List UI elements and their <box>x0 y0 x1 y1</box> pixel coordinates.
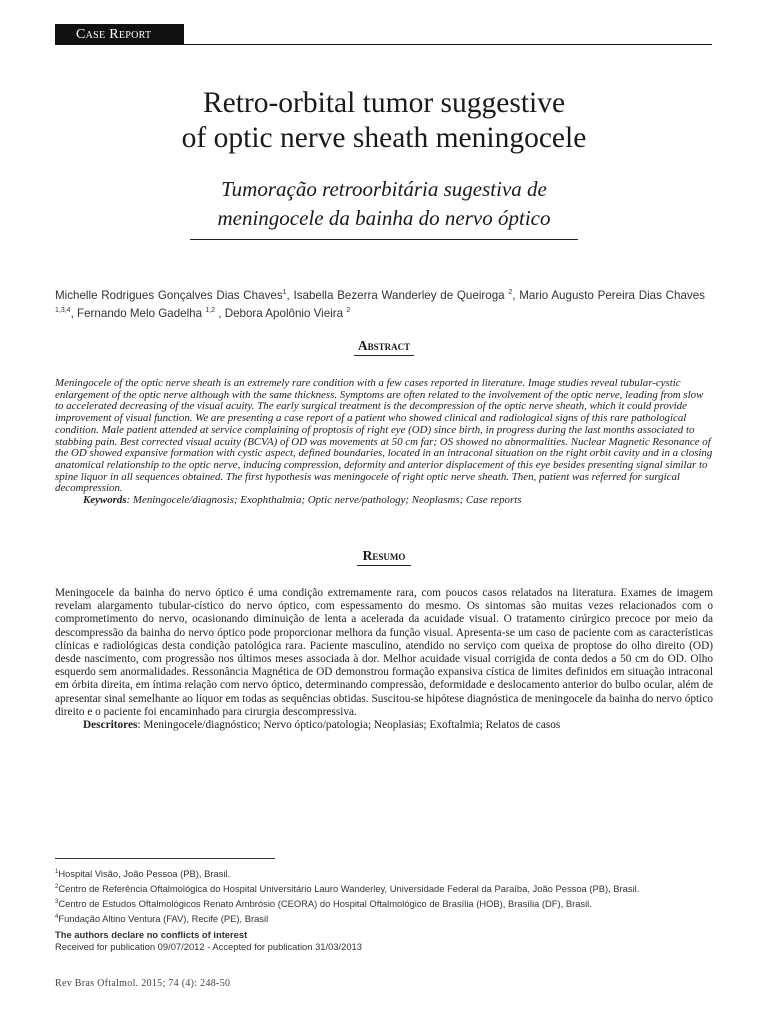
author-list <box>55 285 705 322</box>
received-dates: Received for publication 09/07/2012 - Accepted for publication 31/03/2013 <box>55 941 362 953</box>
author-affiliation: 2 <box>346 307 351 315</box>
author-separator: , <box>215 307 225 321</box>
author-name: Mario Augusto Pereira Dias Chaves <box>519 288 705 302</box>
resumo-heading-rule <box>357 565 411 566</box>
footnote-text: Centro de Referência Oftalmológica do Hospital Universitário Lauro Wanderley, Universidade Federal da Paraíba, João Pessoa (PB), Brasil. <box>58 883 640 895</box>
abstract-heading: Abstract <box>357 338 411 353</box>
author-separator: , <box>70 307 78 321</box>
resumo-text: Meningocele da bainha do nervo óptico é uma condição extremamente rara, com poucos casos relatados na literatura. Exames de imagem revelam alargamento tubular-cístico do nervo óptico, com espessamento do mesmo. Os sintomas são muitas vezes relacionados com o comprometimento do nervo, ocasionando diminuição de lenta a acelerada da acuidade visual. O tratamento cirúrgico precoce por meio da descompressão da bainha do nervo óptico pode proporcionar melhora da função visual. Apresenta-se um caso de paciente com as características clínicas e radiológicas desta condição patológica rara. Paciente masculino, atendido no serviço com queixa de proptose do olho direito (OD) desde nascimento, com progressão nos últimos meses associada à dor. Melhor acuidade visual corrigida de conta dedos a 50 cm do OD. Olho esquerdo sem anormalidades. Ressonância Magnética de OD demonstrou formação expansiva cística de limites definidos em situação intraconal em órbita direita, em íntima relação com nervo óptico, determinando compressão, deformidade e deslocamento anterior do bulbo ocular, além de apresentar sinal semelhante ao líquor em todas as sequências obtidas. Suscitou-se hipótese diagnóstica de meningocele da bainha do nervo óptico direito e o paciente foi encaminhado para cirurgia descompressiva. <box>55 587 713 718</box>
author-name: Debora Apolônio Vieira <box>224 307 347 321</box>
title-pt-line-1: Tumoração retroorbitária sugestiva de <box>221 177 547 201</box>
author-affiliation: 1,2 <box>205 307 216 315</box>
author-separator: , <box>512 288 520 302</box>
author-name: Isabella Bezerra Wanderley de Queiroga <box>293 288 509 302</box>
footnote-number: 2 <box>55 883 59 890</box>
footnote-number: 3 <box>55 898 59 905</box>
author-affiliation: 2 <box>508 289 513 296</box>
footnote-text: Fundação Altino Ventura (FAV), Recife (PE), Brasil <box>58 912 269 924</box>
title-pt-line-2: meningocele da bainha do nervo óptico <box>217 206 551 230</box>
article-title <box>0 86 768 156</box>
footnote-number: 4 <box>55 913 59 920</box>
footnote <box>55 896 715 911</box>
article-title-pt <box>0 175 768 233</box>
title-rule <box>190 239 578 240</box>
author-name: Fernando Melo Gadelha <box>77 307 206 321</box>
footnote-text: Centro de Estudos Oftalmológicos Renato Ambrósio (CEORA) do Hospital Oftalmológico de Brasília (HOB), Brasília (DF), Brasil. <box>58 897 592 909</box>
keywords-label: Keywords <box>83 494 127 507</box>
footnote <box>55 911 715 926</box>
resumo-keywords <box>55 719 713 732</box>
author-separator: , <box>286 288 294 302</box>
footnote-rule <box>55 858 275 859</box>
footnotes <box>55 866 715 954</box>
resumo-heading: Resumo <box>362 548 406 563</box>
title-en-line-1: Retro-orbital tumor suggestive <box>202 87 566 119</box>
descritores-label: Descritores <box>83 719 138 732</box>
abstract-text: Meningocele of the optic nerve sheath is an extremely rare condition with a few cases reported in literature. Image studies reveal tubular-cystic enlargement of the optic nerve although with the same thickness. Symptoms are often related to the involvement of the optic nerve, leading from slow to accelerated decreasing of the visual acuity. The early surgical treatment is the decompression of the optic nerve sheath, which it could provide improvement of visual function. We are presenting a case report of a patient who showed clinical and radiological signs of this rare pathological condition. Male patient attended at service complaining of proptosis of right eye (OD) since birth, in progress during the last months associated to stabbing pain. Best corrected visual acuity (BCVA) of OD was movements at 50 cm far; OS showed no abnormalities. Nuclear Magnetic Resonance of the OD showed expansive formation with cystic aspect, defined boundaries, located in an intraconal situation on the right orbit cavity and in a closing anatomical relationship to the optic nerve, inducing compression, deformity and anterior displacement of this eye besides presenting signal similar to spine liquor in all sequences obtained. The first hypothesis was meningocele of right optic nerve sheath. Then, patient was referred for surgical decompression. <box>55 377 713 495</box>
footnote <box>55 866 715 881</box>
abstract-body <box>55 378 713 507</box>
author-affiliation: 1,3,4 <box>55 307 71 315</box>
footnote-number: 1 <box>55 869 59 875</box>
author-affiliation: 1 <box>282 289 287 296</box>
conflicts-statement: The authors declare no conflicts of interest <box>55 928 248 940</box>
keywords-text: : Meningocele/diagnosis; Exophthalmia; Optic nerve/pathology; Neoplasms; Case reports <box>126 494 522 507</box>
header-rule <box>184 44 712 45</box>
journal-citation: Rev Bras Oftalmol. 2015; 74 (4): 248-50 <box>55 978 231 989</box>
footnote-text: Hospital Visão, João Pessoa (PB), Brasil. <box>58 868 231 880</box>
author-name: Michelle Rodrigues Gonçalves Dias Chaves <box>55 288 283 302</box>
title-en-line-2: of optic nerve sheath meningocele <box>181 122 587 154</box>
resumo-body <box>55 587 713 732</box>
descritores-text: : Meningocele/diagnóstico; Nervo óptico/patologia; Neoplasias; Exoftalmia; Relatos de casos <box>137 719 561 732</box>
footnote <box>55 881 715 896</box>
abstract-keywords <box>55 495 713 507</box>
section-label: Case Report <box>55 24 184 45</box>
abstract-heading-rule <box>354 355 414 356</box>
